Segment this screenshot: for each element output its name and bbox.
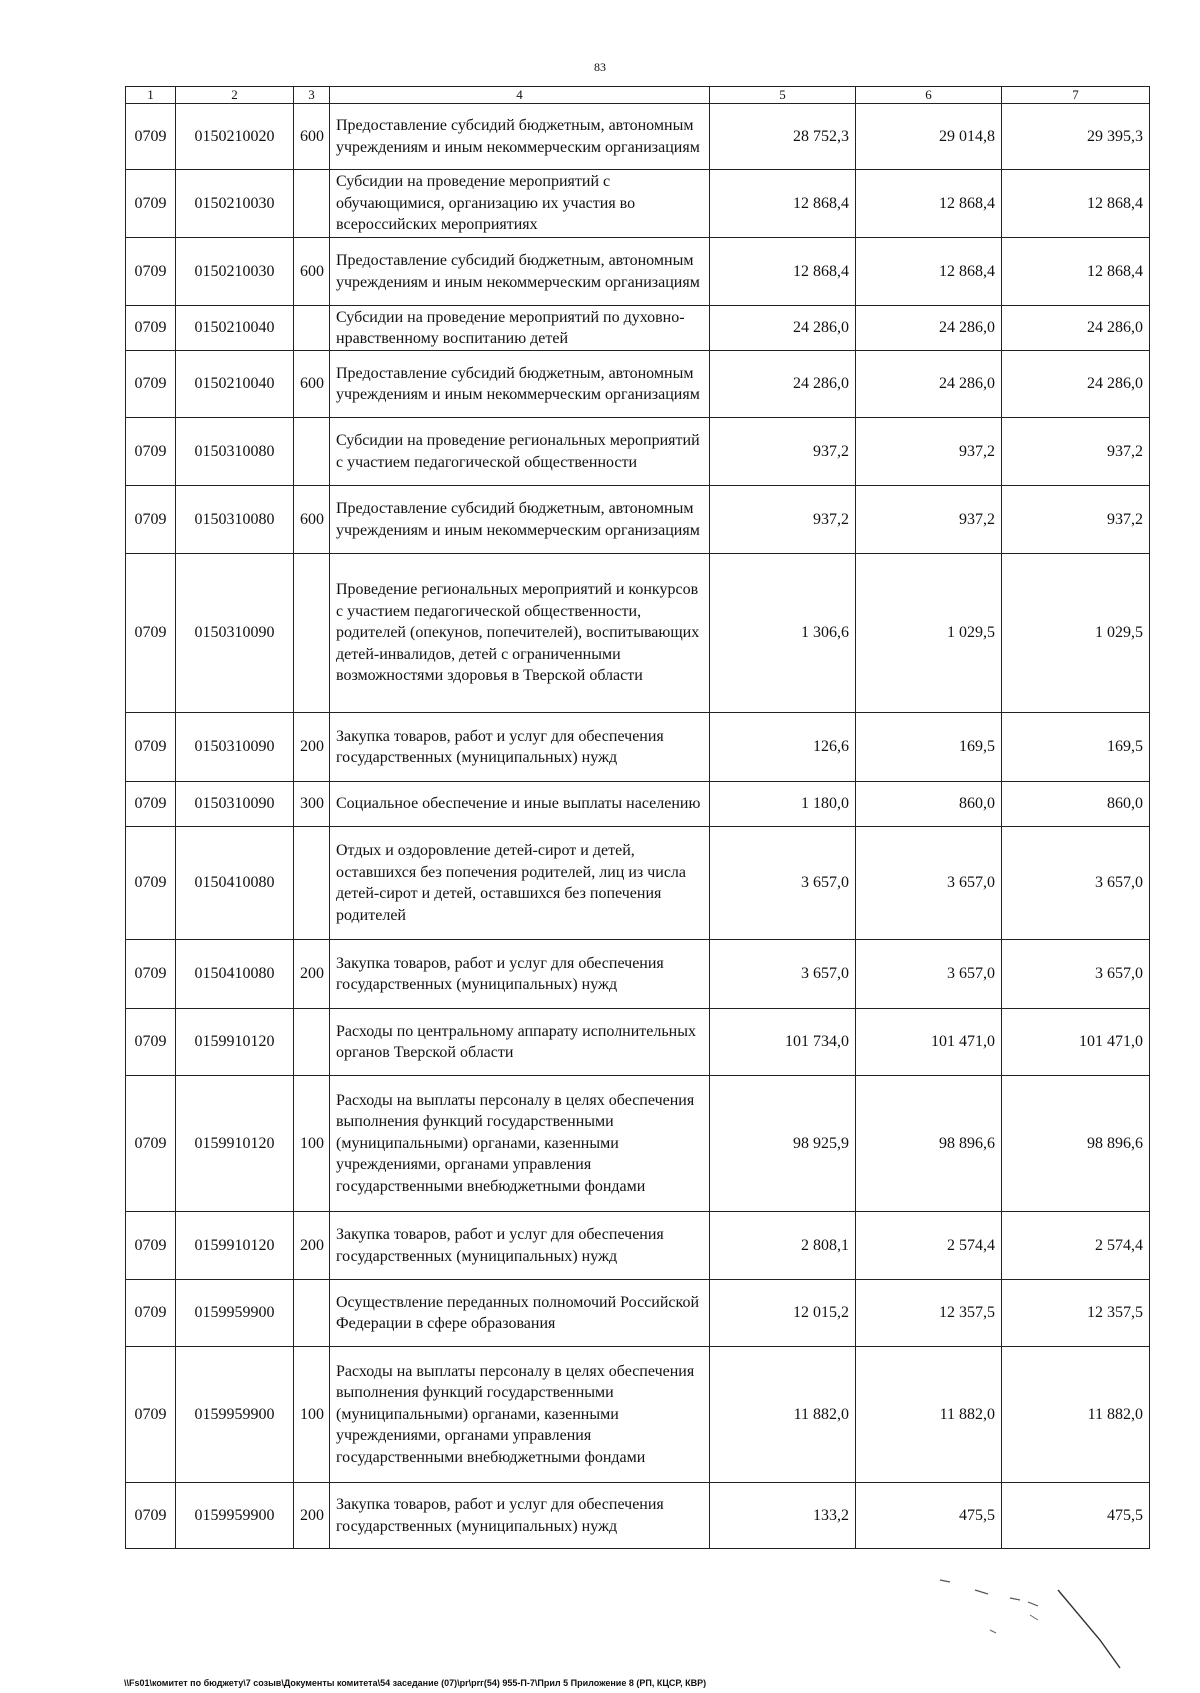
- amount-year-3-cell: 860,0: [1002, 782, 1150, 827]
- item-name-cell: Отдых и оздоровление детей-сирот и детей, оставшихся без попечения родителей, лиц из числа детей-сирот и детей, оставшихся без попечения родителей: [330, 827, 710, 940]
- amount-year-2-cell: 3 657,0: [856, 827, 1002, 940]
- section-code-cell: 0709: [126, 940, 176, 1009]
- table-row: [126, 1076, 1150, 1212]
- amount-year-1-cell: 1 306,6: [710, 554, 856, 713]
- section-code-cell: 0709: [126, 1483, 176, 1549]
- amount-year-1-cell: 937,2: [710, 486, 856, 554]
- amount-year-2-cell: 101 471,0: [856, 1009, 1002, 1076]
- amount-year-2-cell: 29 014,8: [856, 104, 1002, 170]
- amount-year-3-cell: 24 286,0: [1002, 351, 1150, 418]
- item-name-cell: Осуществление переданных полномочий Российской Федерации в сфере образования: [330, 1280, 710, 1347]
- expense-type-cell: 600: [294, 104, 330, 170]
- amount-year-1-cell: 101 734,0: [710, 1009, 856, 1076]
- table-row: [126, 713, 1150, 782]
- amount-year-3-cell: 169,5: [1002, 713, 1150, 782]
- amount-year-2-cell: 3 657,0: [856, 940, 1002, 1009]
- section-code-cell: 0709: [126, 170, 176, 238]
- table-row: [126, 782, 1150, 827]
- table-row: [126, 170, 1150, 238]
- amount-year-3-cell: 98 896,6: [1002, 1076, 1150, 1212]
- table-row: [126, 1212, 1150, 1280]
- target-article-cell: 0159959900: [176, 1483, 294, 1549]
- header-col-5: 5: [710, 87, 856, 104]
- section-code-cell: 0709: [126, 418, 176, 486]
- item-name-cell: Закупка товаров, работ и услуг для обеспечения государственных (муниципальных) нужд: [330, 1483, 710, 1549]
- item-name-cell: Субсидии на проведение мероприятий с обучающимися, организацию их участия во всероссийских мероприятиях: [330, 170, 710, 238]
- amount-year-3-cell: 29 395,3: [1002, 104, 1150, 170]
- item-name-cell: Социальное обеспечение и иные выплаты населению: [330, 782, 710, 827]
- target-article-cell: 0150410080: [176, 940, 294, 1009]
- target-article-cell: 0150310090: [176, 782, 294, 827]
- expense-type-cell: [294, 306, 330, 351]
- expense-type-cell: [294, 1009, 330, 1076]
- expense-type-cell: 200: [294, 713, 330, 782]
- amount-year-2-cell: 860,0: [856, 782, 1002, 827]
- expense-type-cell: [294, 827, 330, 940]
- target-article-cell: 0159910120: [176, 1212, 294, 1280]
- target-article-cell: 0150210040: [176, 306, 294, 351]
- pen-marks-decoration: [930, 1570, 1130, 1680]
- section-code-cell: 0709: [126, 104, 176, 170]
- amount-year-2-cell: 24 286,0: [856, 306, 1002, 351]
- amount-year-2-cell: 2 574,4: [856, 1212, 1002, 1280]
- amount-year-1-cell: 12 015,2: [710, 1280, 856, 1347]
- target-article-cell: 0150310090: [176, 713, 294, 782]
- expense-type-cell: [294, 1280, 330, 1347]
- section-code-cell: 0709: [126, 782, 176, 827]
- item-name-cell: Субсидии на проведение мероприятий по духовно-нравственному воспитанию детей: [330, 306, 710, 351]
- amount-year-1-cell: 126,6: [710, 713, 856, 782]
- section-code-cell: 0709: [126, 1280, 176, 1347]
- expense-type-cell: [294, 170, 330, 238]
- amount-year-3-cell: 475,5: [1002, 1483, 1150, 1549]
- item-name-cell: Закупка товаров, работ и услуг для обеспечения государственных (муниципальных) нужд: [330, 1212, 710, 1280]
- item-name-cell: Закупка товаров, работ и услуг для обеспечения государственных (муниципальных) нужд: [330, 940, 710, 1009]
- page-number: 83: [594, 60, 606, 74]
- table-row: [126, 238, 1150, 306]
- target-article-cell: 0150410080: [176, 827, 294, 940]
- amount-year-2-cell: 12 357,5: [856, 1280, 1002, 1347]
- amount-year-3-cell: 12 357,5: [1002, 1280, 1150, 1347]
- table-row: [126, 1483, 1150, 1549]
- item-name-cell: Расходы по центральному аппарату исполнительных органов Тверской области: [330, 1009, 710, 1076]
- target-article-cell: 0150310080: [176, 418, 294, 486]
- item-name-cell: Закупка товаров, работ и услуг для обеспечения государственных (муниципальных) нужд: [330, 713, 710, 782]
- amount-year-3-cell: 3 657,0: [1002, 827, 1150, 940]
- amount-year-3-cell: 12 868,4: [1002, 170, 1150, 238]
- footer-file-path: \\Fs01\комитет по бюджету\7 созыв\Документы комитета\54 заседание (07)\pr\prг(54) 955-П-7\Прил 5 Приложение 8 (РП, КЦСР, КВР): [124, 1678, 707, 1688]
- item-name-cell: Предоставление субсидий бюджетным, автономным учреждениям и иным некоммерческим организациям: [330, 238, 710, 306]
- amount-year-2-cell: 1 029,5: [856, 554, 1002, 713]
- header-col-4: 4: [330, 87, 710, 104]
- section-code-cell: 0709: [126, 1212, 176, 1280]
- section-code-cell: 0709: [126, 1347, 176, 1483]
- amount-year-3-cell: 937,2: [1002, 486, 1150, 554]
- item-name-cell: Расходы на выплаты персоналу в целях обеспечения выполнения функций государственными (муниципальными) органами, казенными учреждениями, органами управления государственными внебюджетными фондами: [330, 1347, 710, 1483]
- table-row: [126, 827, 1150, 940]
- header-row: [126, 87, 1150, 104]
- expense-type-cell: 100: [294, 1347, 330, 1483]
- section-code-cell: 0709: [126, 238, 176, 306]
- expense-type-cell: 200: [294, 940, 330, 1009]
- section-code-cell: 0709: [126, 827, 176, 940]
- amount-year-2-cell: 12 868,4: [856, 238, 1002, 306]
- target-article-cell: 0159910120: [176, 1076, 294, 1212]
- amount-year-2-cell: 11 882,0: [856, 1347, 1002, 1483]
- item-name-cell: Проведение региональных мероприятий и конкурсов с участием педагогической общественности, родителей (опекунов, попечителей), воспитывающих детей-инвалидов, детей с ограниченными возможностями здоровья в Тверской области: [330, 554, 710, 713]
- item-name-cell: Предоставление субсидий бюджетным, автономным учреждениям и иным некоммерческим организациям: [330, 351, 710, 418]
- target-article-cell: 0150310090: [176, 554, 294, 713]
- amount-year-1-cell: 2 808,1: [710, 1212, 856, 1280]
- header-col-6: 6: [856, 87, 1002, 104]
- amount-year-1-cell: 28 752,3: [710, 104, 856, 170]
- amount-year-2-cell: 475,5: [856, 1483, 1002, 1549]
- header-col-1: 1: [126, 87, 176, 104]
- amount-year-1-cell: 3 657,0: [710, 940, 856, 1009]
- amount-year-2-cell: 937,2: [856, 418, 1002, 486]
- table-row: [126, 1280, 1150, 1347]
- table-body: [126, 104, 1150, 1549]
- budget-table: [125, 86, 1150, 1549]
- section-code-cell: 0709: [126, 713, 176, 782]
- amount-year-3-cell: 12 868,4: [1002, 238, 1150, 306]
- item-name-cell: Расходы на выплаты персоналу в целях обеспечения выполнения функций государственными (муниципальными) органами, казенными учреждениями, органами управления государственными внебюджетными фондами: [330, 1076, 710, 1212]
- expense-type-cell: [294, 418, 330, 486]
- expense-type-cell: 100: [294, 1076, 330, 1212]
- expense-type-cell: 300: [294, 782, 330, 827]
- table-row: [126, 554, 1150, 713]
- section-code-cell: 0709: [126, 1076, 176, 1212]
- amount-year-1-cell: 98 925,9: [710, 1076, 856, 1212]
- amount-year-2-cell: 937,2: [856, 486, 1002, 554]
- table-row: [126, 418, 1150, 486]
- amount-year-1-cell: 133,2: [710, 1483, 856, 1549]
- amount-year-3-cell: 3 657,0: [1002, 940, 1150, 1009]
- item-name-cell: Предоставление субсидий бюджетным, автономным учреждениям и иным некоммерческим организациям: [330, 104, 710, 170]
- amount-year-2-cell: 12 868,4: [856, 170, 1002, 238]
- section-code-cell: 0709: [126, 351, 176, 418]
- amount-year-3-cell: 937,2: [1002, 418, 1150, 486]
- amount-year-1-cell: 12 868,4: [710, 238, 856, 306]
- target-article-cell: 0150210020: [176, 104, 294, 170]
- item-name-cell: Субсидии на проведение региональных мероприятий с участием педагогической общественности: [330, 418, 710, 486]
- target-article-cell: 0150210030: [176, 238, 294, 306]
- expense-type-cell: 600: [294, 351, 330, 418]
- table-row: [126, 351, 1150, 418]
- table-row: [126, 486, 1150, 554]
- amount-year-2-cell: 169,5: [856, 713, 1002, 782]
- section-code-cell: 0709: [126, 554, 176, 713]
- target-article-cell: 0150210040: [176, 351, 294, 418]
- target-article-cell: 0159959900: [176, 1347, 294, 1483]
- expense-type-cell: 200: [294, 1483, 330, 1549]
- target-article-cell: 0150210030: [176, 170, 294, 238]
- table-row: [126, 1347, 1150, 1483]
- table-row: [126, 104, 1150, 170]
- amount-year-1-cell: 3 657,0: [710, 827, 856, 940]
- header-col-3: 3: [294, 87, 330, 104]
- amount-year-1-cell: 12 868,4: [710, 170, 856, 238]
- item-name-cell: Предоставление субсидий бюджетным, автономным учреждениям и иным некоммерческим организациям: [330, 486, 710, 554]
- amount-year-1-cell: 1 180,0: [710, 782, 856, 827]
- header-col-7: 7: [1002, 87, 1150, 104]
- target-article-cell: 0159959900: [176, 1280, 294, 1347]
- expense-type-cell: [294, 554, 330, 713]
- table-row: [126, 940, 1150, 1009]
- amount-year-1-cell: 11 882,0: [710, 1347, 856, 1483]
- amount-year-3-cell: 101 471,0: [1002, 1009, 1150, 1076]
- amount-year-3-cell: 24 286,0: [1002, 306, 1150, 351]
- amount-year-2-cell: 98 896,6: [856, 1076, 1002, 1212]
- section-code-cell: 0709: [126, 486, 176, 554]
- expense-type-cell: 200: [294, 1212, 330, 1280]
- amount-year-2-cell: 24 286,0: [856, 351, 1002, 418]
- expense-type-cell: 600: [294, 238, 330, 306]
- amount-year-1-cell: 24 286,0: [710, 306, 856, 351]
- amount-year-1-cell: 24 286,0: [710, 351, 856, 418]
- table-row: [126, 1009, 1150, 1076]
- target-article-cell: 0159910120: [176, 1009, 294, 1076]
- amount-year-3-cell: 2 574,4: [1002, 1212, 1150, 1280]
- table-row: [126, 306, 1150, 351]
- amount-year-1-cell: 937,2: [710, 418, 856, 486]
- section-code-cell: 0709: [126, 1009, 176, 1076]
- amount-year-3-cell: 1 029,5: [1002, 554, 1150, 713]
- section-code-cell: 0709: [126, 306, 176, 351]
- expense-type-cell: 600: [294, 486, 330, 554]
- target-article-cell: 0150310080: [176, 486, 294, 554]
- amount-year-3-cell: 11 882,0: [1002, 1347, 1150, 1483]
- header-col-2: 2: [176, 87, 294, 104]
